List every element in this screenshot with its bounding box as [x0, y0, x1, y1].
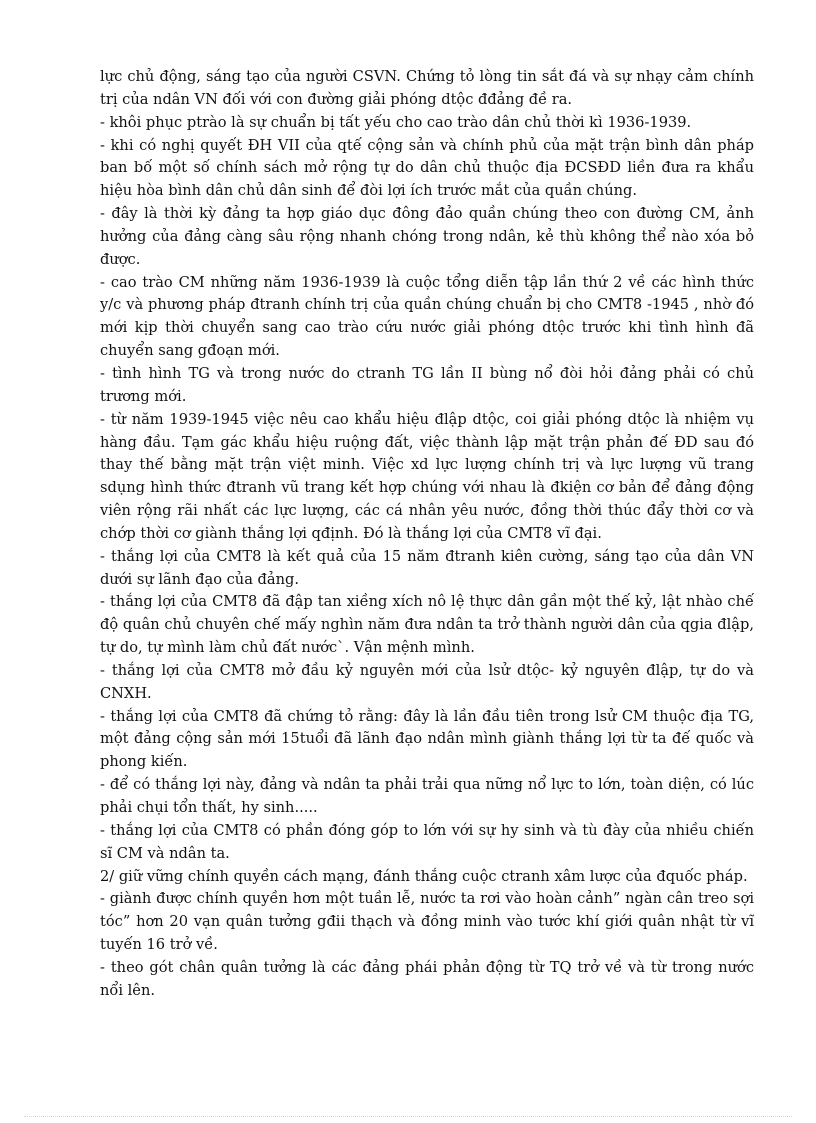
paragraph: - thắng lợi của CMT8 là kết quả của 15 năm đtranh kiên cường, sáng tạo của dân VN dưới sự lãnh đạo của đảng. — [100, 547, 754, 588]
paragraph: - theo gót chân quân tưởng là các đảng phái phản động từ TQ trở về và từ trong nước nổi lên. — [100, 958, 754, 999]
paragraph: - tình hình TG và trong nước do ctranh TG lần II bùng nổ đòi hỏi đảng phải có chủ trương mới. — [100, 364, 754, 405]
section-heading: 2/ giữ vững chính quyền cách mạng, đánh thắng cuộc ctranh xâm lược của đquốc pháp. — [100, 867, 748, 885]
paragraph: - đây là thời kỳ đảng ta hợp giáo dục đông đảo quần chúng theo con đường CM, ảnh hưởng của đảng càng sâu rộng nhanh chóng trong ndân, kẻ thù không thể nào xóa bỏ được. — [100, 205, 754, 268]
page-bottom-divider — [24, 1116, 792, 1117]
paragraph: - từ năm 1939-1945 việc nêu cao khẩu hiệu đlập dtộc, coi giải phóng dtộc là nhiệm vụ hàng đầu. Tạm gác khẩu hiệu ruộng đất, việc thành lập mặt trận phản đế ĐD sau đó thay thế bằng mặt trận việt minh. Việc xd lực lượng chính trị và lực lượng vũ trang sdụng hình thức đtranh vũ trang kết hợp chúng với nhau là đkiện cơ bản để đảng động viên rộng rãi nhất các lực lượng, các cá nhân yêu nước, đồng thời thúc đẩy thời cơ và chớp thời cơ giành thắng lợi qđịnh. Đó là thắng lợi của CMT8 vĩ đại. — [100, 410, 754, 542]
paragraph: - giành được chính quyền hơn một tuần lễ, nước ta rơi vào hoàn cảnh” ngàn cân treo sợi tóc” hơn 20 vạn quân tưởng gđii thạch và đồng minh vào tước khí giới quân nhật từ vĩ tuyến 16 trở về. — [100, 890, 754, 954]
paragraph: - thắng lợi của CMT8 có phần đóng góp to lớn với sự hy sinh và tù đày của nhiều chiến sĩ CM và ndân ta. — [100, 821, 754, 862]
paragraph: - khi có nghị quyết ĐH VII của qtế cộng sản và chính phủ của mặt trận bình dân pháp ban bố một số chính sách mở rộng tự do dân chủ thuộc địa ĐCSĐD liền đưa ra khẩu hiệu hòa bình dân chủ dân sinh để đòi lợi ích trước mắt của quần chúng. — [100, 136, 754, 200]
paragraph: - cao trào CM những năm 1936-1939 là cuộc tổng diễn tập lần thứ 2 về các hình thức y/c và phương pháp đtranh chính trị của quần chúng chuẩn bị cho CMT8 -1945 , nhờ đó mới kịp thời chuyển sang cao trào cứu nước giải phóng dtộc trước khi tình hình đã chuyển sang gđoạn mới. — [100, 273, 754, 360]
paragraph: - để có thắng lợi này, đảng và ndân ta phải trải qua nững nổ lực to lớn, toàn diện, có lúc phải chụi tổn thất, hy sinh..... — [100, 776, 754, 816]
paragraph: - thắng lợi của CMT8 đã đập tan xiềng xích nô lệ thực dân gần một thế kỷ, lật nhào chế độ quân chủ chuyên chế mấy nghìn năm đưa ndân ta trở thành người dân của qgia đlập, tự do, tự mình làm chủ đất nước`. Vận mệnh mình. — [100, 593, 754, 657]
paragraph: lực chủ động, sáng tạo của người CSVN. Chứng tỏ lòng tin sắt đá và sự nhạy cảm chính trị của ndân VN đối với con đường giải phóng dtộc đđảng đề ra. — [100, 68, 754, 108]
paragraph: - thắng lợi của CMT8 mở đầu kỷ nguyên mới của lsử dtộc- kỷ nguyên đlập, tự do và CNXH. — [100, 661, 754, 702]
document-page — [100, 66, 754, 1003]
paragraph: - khôi phục ptrào là sự chuẩn bị tất yếu cho cao trào dân chủ thời kì 1936-1939. — [100, 113, 692, 131]
paragraph: - thắng lợi của CMT8 đã chứng tỏ rằng: đây là lần đầu tiên trong lsử CM thuộc địa TG, một đảng cộng sản mới 15tuổi đã lãnh đạo ndân mình giành thắng lợi từ ta đế quốc và phong kiến. — [100, 707, 754, 771]
